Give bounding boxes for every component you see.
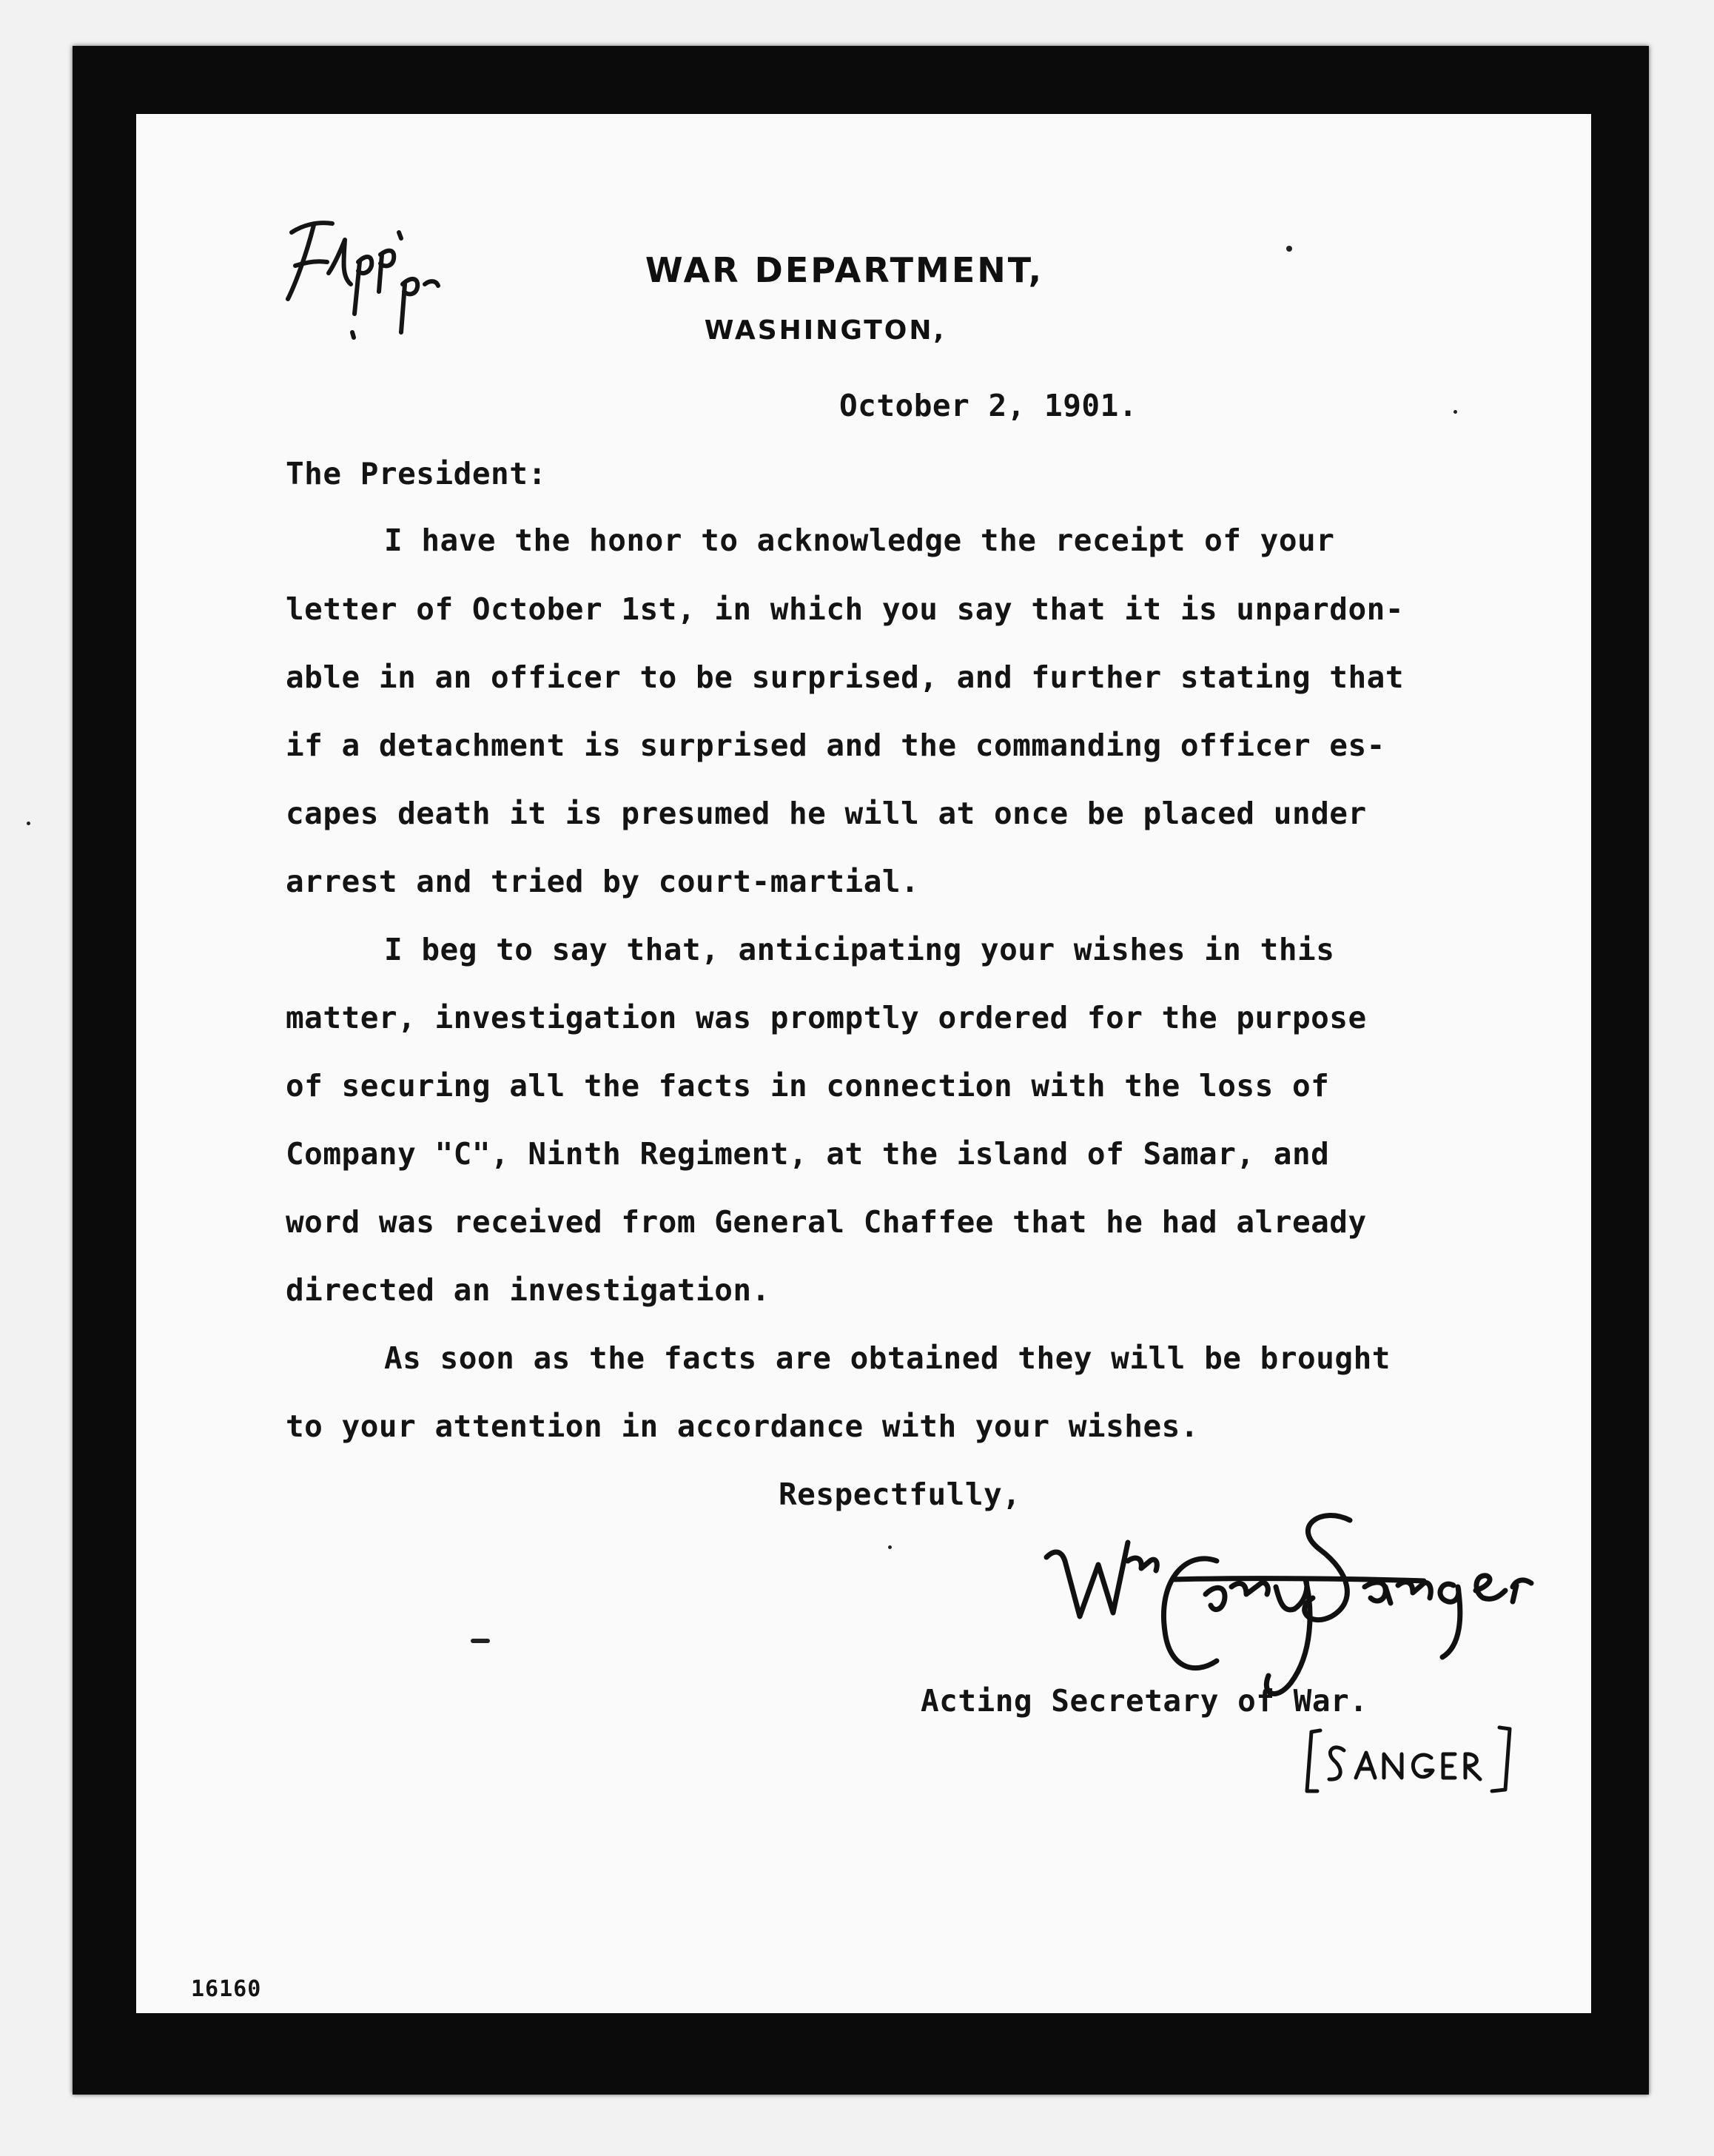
paper-speck [471, 1639, 490, 1643]
paper-speck [1286, 246, 1292, 252]
body-line: I beg to say that, anticipating your wishes in this [384, 932, 1335, 967]
body-line: matter, investigation was promptly ordered for the purpose [286, 1000, 1367, 1035]
document-number: 16160 [191, 1976, 262, 2002]
letter-date: October 2, 1901. [839, 388, 1137, 423]
letterhead-city: WASHINGTON, [704, 315, 947, 346]
letter-page [136, 114, 1591, 2013]
body-line: if a detachment is surprised and the commanding officer es- [286, 728, 1385, 763]
body-line: of securing all the facts in connection with the loss of [286, 1068, 1330, 1104]
scan-speck [27, 822, 30, 825]
body-line: directed an investigation. [286, 1272, 770, 1308]
signature-title: Acting Secretary of War. [921, 1683, 1368, 1719]
body-line: letter of October 1st, in which you say that it is unpardon- [286, 591, 1405, 627]
handwritten-name-annotation [1298, 1717, 1528, 1806]
body-line: As soon as the facts are obtained they will be brought [384, 1340, 1391, 1376]
body-line: able in an officer to be surprised, and further stating that [286, 659, 1405, 695]
letterhead-department: WAR DEPARTMENT, [645, 250, 1044, 290]
paper-speck [888, 1545, 892, 1549]
body-line: arrest and tried by court-martial. [286, 864, 920, 899]
body-line: to your attention in accordance with your wishes. [286, 1408, 1200, 1444]
salutation: The President: [286, 456, 547, 491]
closing: Respectfully, [779, 1477, 1021, 1512]
body-line: I have the honor to acknowledge the receipt of your [384, 523, 1335, 558]
paper-speck [1453, 410, 1457, 414]
body-line: Company "C", Ninth Regiment, at the island of Samar, and [286, 1136, 1330, 1172]
body-line: capes death it is presumed he will at once be placed under [286, 796, 1367, 831]
body-line: word was received from General Chaffee that he had already [286, 1204, 1367, 1240]
